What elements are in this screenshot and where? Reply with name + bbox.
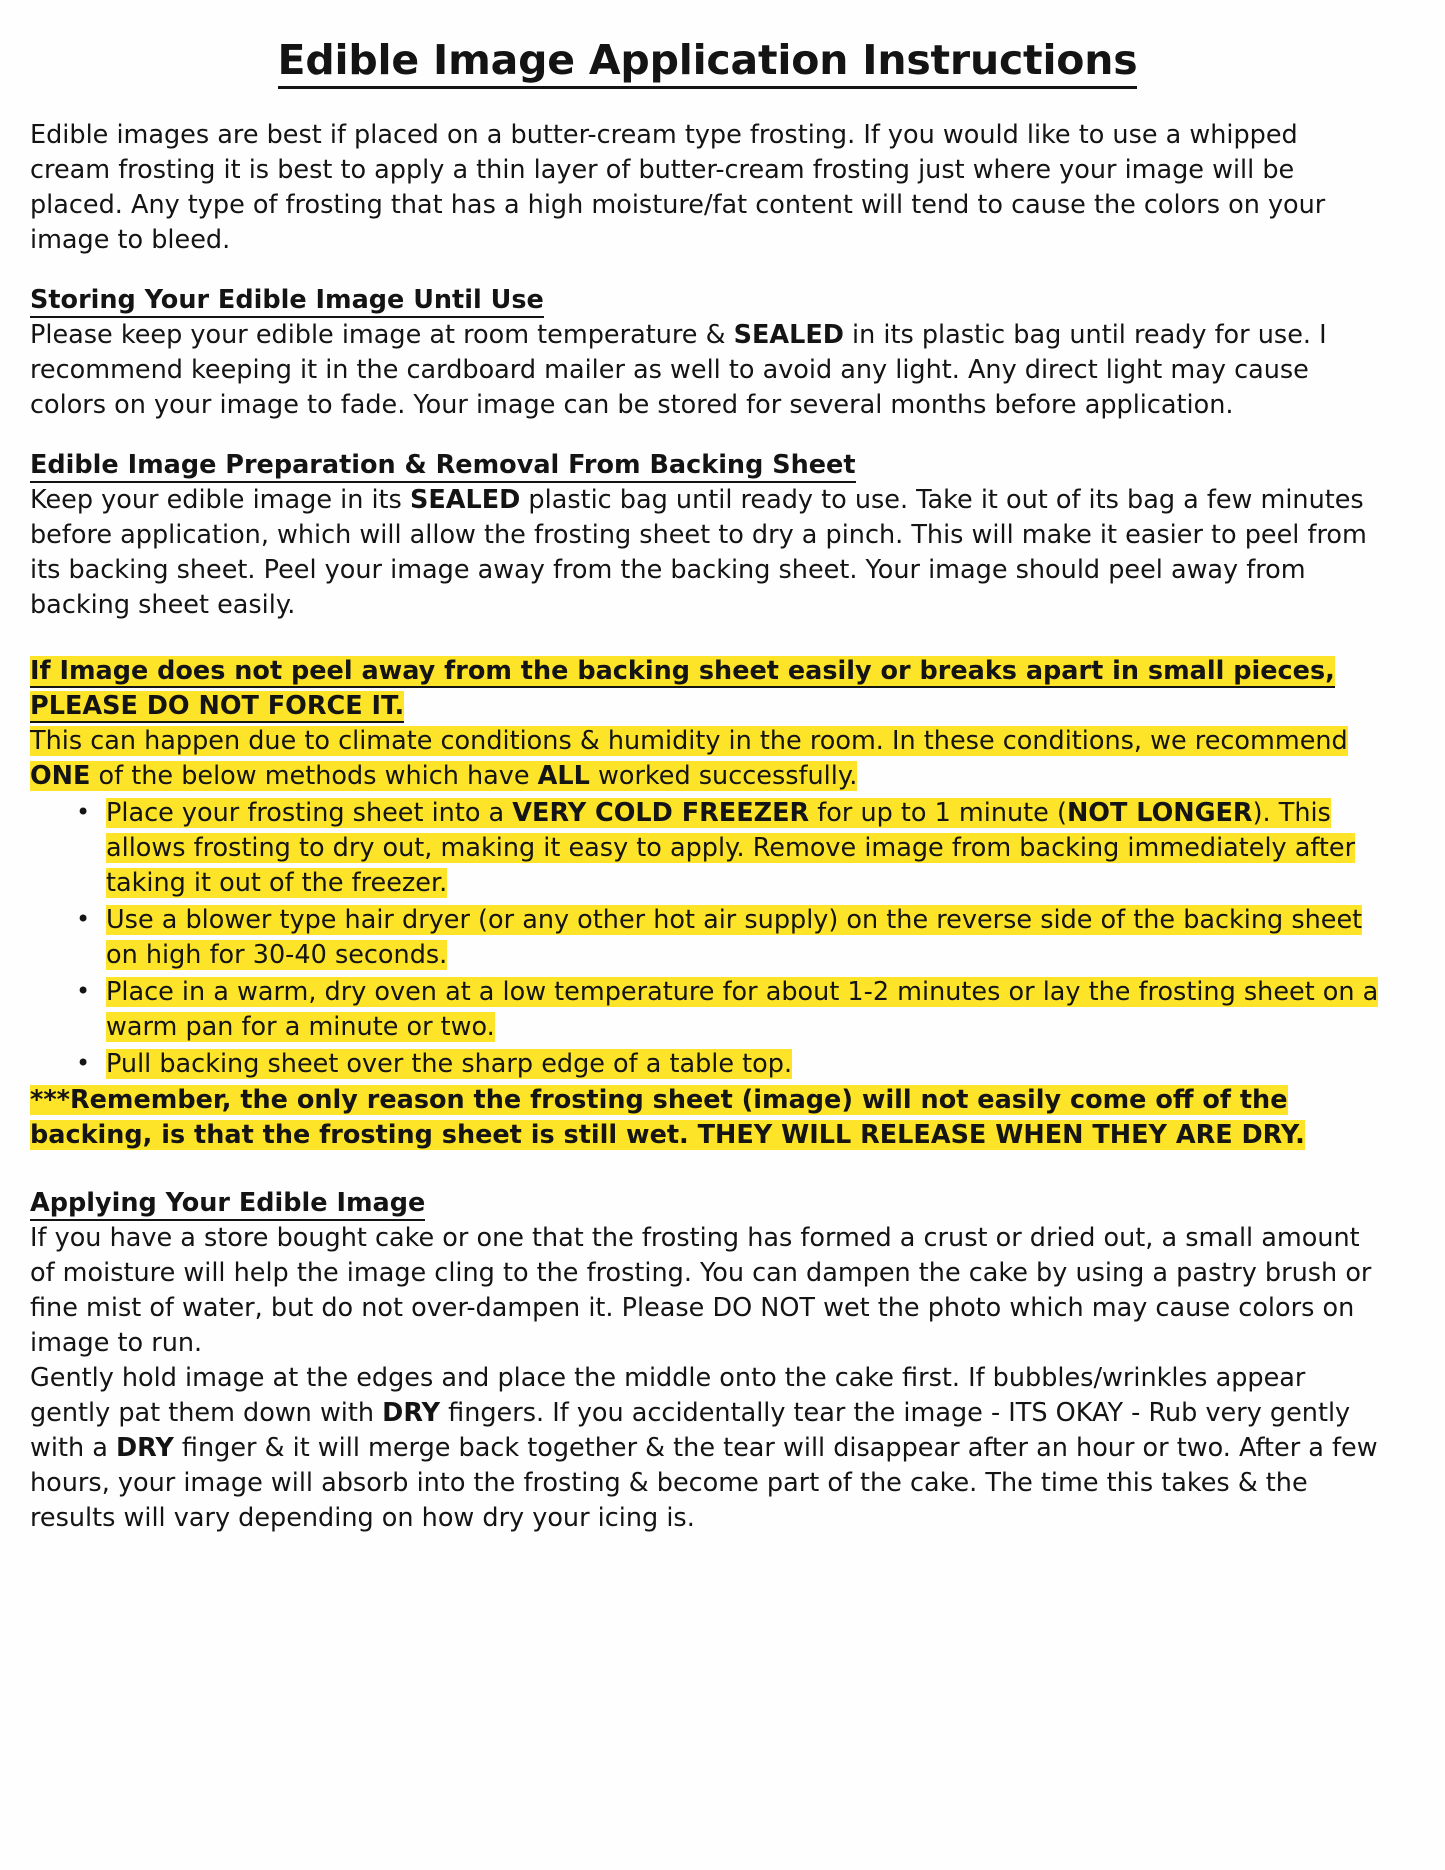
applying-section	[30, 1187, 1385, 1535]
method-1-text-3: ). This allows frosting to dry out, making it easy to apply. Remove image from backing immediately after taking it out of the freezer.	[106, 798, 1356, 898]
applying-p2-bold-dry-2: DRY	[115, 1433, 174, 1463]
remember-note	[30, 1083, 1385, 1153]
troubleshooting-lead-3: worked successfully.	[589, 761, 858, 792]
storing-heading	[30, 284, 1385, 317]
storing-bold-sealed: SEALED	[733, 319, 844, 350]
list-item	[30, 975, 1385, 1045]
intro-paragraph-block	[30, 118, 1385, 258]
list-item	[30, 796, 1385, 901]
intro-paragraph: Edible images are best if placed on a butter-cream type frosting. If you would like to use a whipped cream frosting it is best to apply a thin layer of butter-cream frosting just where your image will be placed. Any type of frosting that has a high moisture/fat content will tend to cause the colors on your image to bleed.	[30, 120, 1326, 255]
preparation-heading	[30, 449, 1385, 482]
applying-p2-bold-dry-1: DRY	[382, 1398, 441, 1429]
preparation-text-2: plastic bag until ready to use. Take it out of its bag a few minutes before application, which will allow the frosting sheet to dry a pinch. This will make it easier to peel from its backing sheet. Peel your image away from the backing sheet. Your image should peel away from backing sheet easily.	[30, 484, 1367, 620]
applying-p2-text-2: fingers. If you accidentally tear the image - ITS OKAY - Rub very gently with a	[30, 1398, 1351, 1463]
applying-p2-text-1: Gently hold image at the edges and place the middle onto the cake first. If bubbles/wrinkles appear gently pat them down with	[30, 1363, 1306, 1429]
list-item	[30, 1047, 1385, 1082]
method-1-text-1: Place your frosting sheet into a	[106, 798, 513, 829]
method-4-text-1: Pull backing sheet over the sharp edge of a table top.	[106, 1048, 793, 1079]
remember-note-text: ***Remember, the only reason the frosting sheet (image) will not easily come off of the backing, is that the frosting sheet is still wet. THEY WILL RELEASE WHEN THEY ARE DRY.	[30, 1085, 1305, 1151]
preparation-section	[30, 449, 1385, 623]
preparation-heading-text: Edible Image Preparation & Removal From Backing Sheet	[30, 450, 856, 483]
troubleshooting-lead	[30, 724, 1385, 794]
applying-paragraph-2	[30, 1361, 1385, 1536]
storing-heading-text: Storing Your Edible Image Until Use	[30, 285, 544, 318]
method-2-text-1: Use a blower type hair dryer (or any other hot air supply) on the reverse side of the backing sheet on high for 30-40 seconds.	[106, 904, 1363, 970]
applying-paragraph-1: If you have a store bought cake or one that the frosting has formed a crust or dried out, a small amount of moisture will help the image cling to the frosting. You can dampen the cake by using a pastry brush or fine mist of water, but do not over-dampen it. Please DO NOT wet the photo which may cause colors on image to run.	[30, 1223, 1372, 1359]
method-1-bold-1: VERY COLD FREEZER	[512, 798, 810, 829]
applying-p2-text-3: finger & it will merge back together & the tear will disappear after an hour or two. After a few hours, your image will absorb into the frosting & become part of the cake. The time this takes & the results will vary depending on how dry your icing is.	[30, 1433, 1378, 1533]
preparation-bold-sealed: SEALED	[409, 484, 521, 515]
methods-list	[30, 796, 1385, 1081]
storing-section	[30, 284, 1385, 423]
applying-heading	[30, 1187, 1385, 1220]
troubleshooting-lead-bold-one: ONE	[30, 761, 91, 792]
troubleshooting-warning-text: If Image does not peel away from the backing sheet easily or breaks apart in small pieces, PLEASE DO NOT FORCE IT.	[30, 656, 1335, 722]
troubleshooting-lead-bold-all: ALL	[537, 761, 590, 792]
troubleshooting-lead-1: This can happen due to climate conditions & humidity in the room. In these conditions, we recommend	[30, 726, 1348, 757]
troubleshooting-warning-heading	[30, 654, 1385, 724]
storing-paragraph	[30, 318, 1385, 423]
method-1-text-2: for up to 1 minute (	[809, 798, 1067, 829]
preparation-paragraph	[30, 483, 1385, 623]
storing-text-1: Please keep your edible image at room temperature &	[30, 319, 734, 350]
storing-text-2: in its plastic bag until ready for use. I recommend keeping it in the cardboard mailer as well to avoid any light. Any direct light may cause colors on your image to fade. Your image can be stored for several months before application.	[30, 319, 1327, 420]
troubleshooting-lead-2: of the below methods which have	[90, 761, 538, 792]
applying-heading-text: Applying Your Edible Image	[30, 1188, 425, 1221]
page-title-text: Edible Image Application Instructions	[278, 36, 1138, 89]
method-3-text-1: Place in a warm, dry oven at a low temperature for about 1-2 minutes or lay the frosting sheet on a warm pan for a minute or two.	[106, 976, 1379, 1042]
page-title	[30, 36, 1385, 88]
preparation-text-1: Keep your edible image in its	[30, 484, 410, 515]
list-item	[30, 903, 1385, 973]
troubleshooting-section	[30, 654, 1385, 1153]
method-1-bold-2: NOT LONGER	[1066, 798, 1253, 829]
